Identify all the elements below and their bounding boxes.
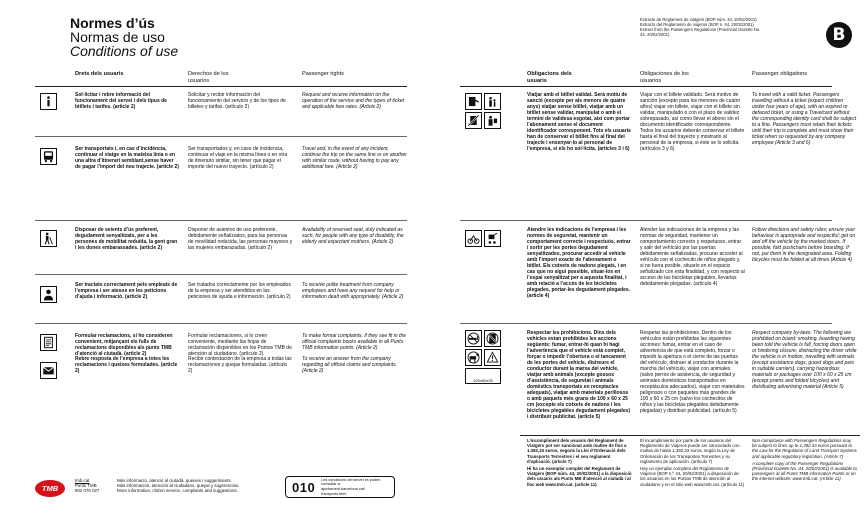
tmb-info — [117, 478, 287, 494]
footer-copy-en: A complete copy of the Passenger Regulations (Provincial Gazette No. 44, 20/02/2001) is available to passengers at all Punts TMB information Points or on the internet website: www.tmb.cat. (Article 11) — [752, 460, 857, 482]
right-3-es: Ser tratados correctamente por los empleados de la empresa y ser atendidos en las peticiones de ayuda e información. (artículo 2) — [188, 282, 291, 300]
complaint-form-icon — [40, 334, 57, 351]
obligations-divider-2 — [460, 323, 832, 324]
right-1-ca: Ser transportats i, en cas d’incidència, continuar el viatge en la mateixa línia o en una altra d’itinerari semblant,sense haver de pagar l’import del nou trajecte. (article 2) — [75, 146, 179, 170]
bus-logo-icon: B — [826, 22, 852, 48]
info-es: Más información, atención al ciudadano, quejas y sugerencias. — [117, 483, 240, 489]
right-3-en: To receive polite treatment from company employees and have any request for help or information dealt with appropriately. (Article 2) — [302, 282, 404, 300]
title-catalan: Normes d’ús — [70, 15, 155, 31]
obligation-2-ca: Respectar les prohibicions. Dins dels vehicles estan prohibides les accions següents: fumar, entrar-hi quan hi hagi l’advertència que el vehicle està complet, forçar o impedir l’obertura o el tancament de les portes del vehicle, distreure el conductor durant la marxa del vehicle, viatjar amb animals (excepte gossos d’assistència, de seguretat i animals domèstics transportats en receptacles adequats), viatjar amb materials perillosos o amb paquets més grans de 100 x 60 x 25 cm (excepte els cotxets de nadons i les bicicletes plegables degudament plegades) i distribuir publicitat. (article 5) — [527, 330, 631, 420]
extract-spanish: Extracto del Reglamento de viajeros (BOP n. 44, 20/02/2001) — [640, 22, 754, 27]
right-2-es: Disponer de asientos de uso preferente, debidamente señalizados, para las personas de movilidad reducida, las personas mayores y las mujeres embarazadas. (artículo 2) — [188, 227, 293, 251]
obligations-top-rule — [460, 86, 832, 87]
obligations-divider-1 — [460, 220, 832, 221]
tmb-web-link[interactable]: tmb.cat — [75, 478, 90, 483]
info-en: More information, citizen service, complaints and suggestions. — [117, 488, 238, 494]
obligation-1-es: Atender las indicaciones de la empresa y las normas de seguridad, mantener un comportamiento correcto y respetuoso, entrar y salir del vehículo por las puertas debidamente señalizadas, procurar acceder al vehículo con el cochecito de niños plegado y, si no fuera posible, situarlo en el espacio señalizado con esta finalidad, y con respecto al acceso de las bicicletas plegables, llevarlas debidamente plegadas. (artículo 4) — [640, 227, 745, 287]
envelope-icon — [40, 362, 57, 379]
package-size-label: 100x60x25 — [473, 378, 493, 383]
footer-ca — [527, 438, 632, 508]
obligation-1-en: Follow directions and safety rules; ensure your behaviour is appropriate and respectful; get on and off the vehicle by the marked doors. If possible, fold pushchairs before boarding. If not, put them in the designated area. Folding bicycles must be folded at all times (Article 4) — [752, 227, 856, 263]
right-4-ca: Formular reclamacions, si ho consideren convenient, mitjançant els fulls de reclamacions disponibles als punts TMB d’atenció al ciutadà. (article 2) — [75, 333, 173, 357]
tmb-phone[interactable]: 902 075 027 — [75, 488, 100, 494]
right-3-ca: Ser tractats correctament pels empleats de l’empresa i ser atesos en les peticions d’ajuda i informació. (article 2) — [75, 282, 178, 300]
no-advertising-icon — [484, 330, 501, 347]
pushchair-icon — [484, 230, 501, 247]
extract-english: Extract from the Passengers Regulations (Provincial Gazette No. 44, 20/02/2001) — [640, 27, 761, 37]
rights-divider-3 — [35, 274, 407, 275]
package-size-icon — [465, 368, 501, 384]
info-icon — [40, 93, 57, 110]
title-spanish: Normas de uso — [70, 29, 165, 45]
rights-divider-4 — [35, 323, 407, 324]
rights-heading-ca: Drets dels usuaris — [75, 71, 124, 77]
obligation-1-ca: Atendre les indicacions de l’empresa i les normes de seguretat, mantenir un comportament correcte i respectuós, entrar i sortir per les portes degudament senyalitzades, procurar accedir al vehicle amb l’import exacte de l’abonament o bitllet. Els cotxets de nadons plegats, i en cas que no sigui possible, situar-los en l’espai senyalitzat per a aquesta finalitat, i amb relació a l’accés de les bicicletes plegades, portar-les degudament plegades. (article 4) — [527, 227, 631, 299]
right-5-ca: Rebre resposta de l’empresa a totes les reclamacions i queixes formulades. (article 2) — [75, 356, 178, 374]
folded-bicycle-icon — [465, 230, 482, 247]
obligation-0-ca: Viatjar amb el bitllet validat. Serà motiu de sanció (excepte per als menors de quatre anys) viatjar sense bitllet, viatjar amb un bitllet sense validar, manipulat o amb el termini de validesa esgotat, així com portar l’abonament sense el document identificador corresponent. Tots els usuaris han de conservar el bitllet fins al final del trajecte i ensenyar-lo al personal de l’empresa, si els ho sol·licita. (articles 3 i 6) — [527, 92, 631, 152]
ticket-validate-icon — [465, 93, 482, 110]
right-4-en: To make formal complaints, if they see fit in the official complaints books available in all Punts TMB information points. (Article 2) — [302, 333, 407, 351]
right-0-es: Solicitar y recibir información del funcionamiento del servicio y de los tipos de billetes y tarifas. (artículo 2) — [188, 92, 286, 110]
title-english: Conditions of use — [70, 43, 179, 59]
tmb-points: Punts TMB — [75, 483, 97, 489]
no-smoking-icon — [465, 330, 482, 347]
footer-rule — [520, 435, 860, 436]
right-0-en: Request and receive information on the operation of the service and the types of ticket and applicable fare rates. (Article 2) — [302, 92, 405, 110]
right-5-en: To receive an answer from the company regarding all official claims and complaints. (Article 2) — [302, 356, 398, 374]
obligations-heading-ca: Obligacions dels usuaris — [527, 71, 572, 84]
regulation-extract — [640, 17, 765, 37]
footer-en — [752, 438, 857, 508]
obligation-2-en: Respect company by-laws. The following are prohibited on board: smoking, boarding having been told the vehicle is full, forcing doors open or hindering closure, distracting the driver while the vehicle is in motion, travelling with animals (except assistance dogs, guard dogs and pets in suitable carriers), carrying hazardous materials or packages over 100 x 60 x 25 cm (except prams and folded bicycles) and distributing advertising material (Article 5) — [752, 330, 857, 390]
tmb-logo: TMB — [35, 480, 65, 497]
tmb-contact — [75, 478, 117, 494]
right-2-ca: Disposar de seients d’ús preferent, degudament senyalitzats, per a les persones de mobilitat reduïda, la gent gran i les dones embarassades. (article 2) — [75, 227, 178, 251]
reserved-seat-icon — [40, 230, 57, 247]
bus-icon — [40, 148, 57, 165]
info-010-box — [285, 476, 395, 498]
right-1-en: Travel and, in the event of any incident, continue the trip on the same line or on another with similar route, without having to pay any additional fare. (Article 2) — [302, 146, 407, 170]
footer-fine-en: Non-compliance with Passengers Regulations may be subject to fines up to 1,392.33 euros pursuant to the Law for the Regulation of Land Transport Systems and applicable regulatory legislation. (Article 7) — [752, 438, 857, 459]
obligations-heading-es: Obligaciones de los usuarios — [640, 71, 689, 84]
under-four-icon — [484, 93, 501, 110]
no-animals-icon — [465, 349, 482, 366]
obligation-0-es: Viajar con el billete validado. Será motivo de sanción (excepto para los menores de cuatro años) viajar sin billete, viajar con el billete sin validar, manipulado o con el plazo de validez sobrepasado, así como llevar el abono sin el documento identificador correspondiente. Todos los usuarios deberán conservar el billete hasta el final del trayecto y mostrarlo al personal de la empresa, si éste se lo solicita. (artículos 3 y 6) — [640, 92, 745, 152]
person-icon — [40, 286, 57, 303]
rights-top-rule — [35, 86, 407, 87]
conditions-note: Les condicions del servei es poden consultar a: ajuntament.barcelona.cat/ transports.html — [321, 477, 381, 496]
no-hazardous-icon — [484, 349, 501, 366]
rights-heading-en: Passenger rights — [302, 71, 344, 77]
rights-divider-1 — [35, 136, 407, 137]
footer-copy-ca: Hi ha un exemplar complet del Reglament de Viatgers (BOP núm. 44, 20/02/2001) a la disposició dels usuaris als Punts MB d’atenció al ciutadà i al lloc web www.tmb.cat. (article 11) — [527, 466, 632, 487]
footer-copy-es: Hay un ejemplar completo del Reglamento de Viajeros (BOP n.º 44, 20/02/2001) a disposición de los usuarios en los Puntos TMB de atención al ciudadano y en el sitio web www.tmb.cat. (artículo 11) — [640, 466, 745, 487]
right-1-es: Ser transportados y, en caso de incidencia, continuar el viaje en la misma línea o en otra de itinerario similar, sin tener que pagar el importe del nuevo trayecto. (artículo 2) — [188, 146, 288, 170]
footer-es — [640, 438, 745, 508]
footer-fine-ca: L’incompliment dels usuaris del Reglament de Viatgers pot ser sancionat amb multes de fins a 1.392,33 euros, segons la Llei d’Ordenació dels Transports Terrestres i el seu reglament d’aplicació. (article 7) — [527, 438, 627, 464]
obligation-0-en: To travel with a valid ticket. Passengers travelling without a ticket (expect children under four years of age), with an expired or defaced ticket, or using a Travelcard without the corresponding identity card shall be subject to a fine. Passengers must retain their tickets until their trip is complete and must show their ticket when so requested by any company employee (Article 3 and 6) — [752, 92, 857, 146]
obligations-heading-en: Passenger obligations — [752, 71, 808, 77]
right-5-es: Recibir contestación de la empresa a todas las reclamaciones y quejas formuladas. (artículo 2) — [188, 356, 292, 374]
footer-fine-es: El incumplimiento por parte de los usuarios del Reglamento de Viajeros puede ser sancionado con multas de hasta 1.392,33 euros, según la Ley de Ordenación de los Transportes Terrestres y su reglamento de aplicación. (artículo 7) — [640, 438, 740, 464]
obligation-2-es: Respetar las prohibiciones. Dentro de los vehículos están prohibidas las siguientes acciones: fumar, entrar en el caso de advertencia de que está completo, forzar o impedir la apertura o el cierre de las puertas del vehículo, distraer al conductor durante la marcha del vehículo, viajar con animales (salvo perros de asistencia, de seguridad y animales domésticos transportados en receptáculos adecuados), viajar con materiales peligrosos o con paquetes más grandes de 100 x 60 x 25 cm (salvo los cochecitos de niños y las bicicletas plegables debidamente plegadas) y distribuir publicidad. (artículo 5) — [640, 330, 745, 414]
show-ticket-icon — [484, 112, 501, 129]
right-4-es: Formular reclamaciones, si lo creen conveniente, mediante las hojas de reclamación disponibles en los Puntos TMB de atención al ciudadano. (artículo 2) — [188, 333, 292, 357]
phone-010[interactable]: 010 — [292, 479, 316, 495]
rights-divider-2 — [35, 220, 407, 221]
info-ca: Més informació, atenció al ciutadà, queixes i suggeriments. — [117, 478, 232, 483]
rights-heading-es: Derechos de los usuarios — [188, 71, 229, 84]
right-2-en: Availability of reserved seat, duly indicated as such, for people with any type of disability, the elderly and expectant mothers. (Article 2) — [302, 227, 404, 245]
right-0-ca: Sol·licitar i rebre informació del funcionament del servei i dels tipus de bitllets i tarifes. (article 2) — [75, 92, 167, 110]
no-ticket-icon — [465, 112, 482, 129]
extract-catalan: Extracte de Reglament de viatgers (BOP núm. 44, 20/02/2001) — [640, 17, 757, 22]
